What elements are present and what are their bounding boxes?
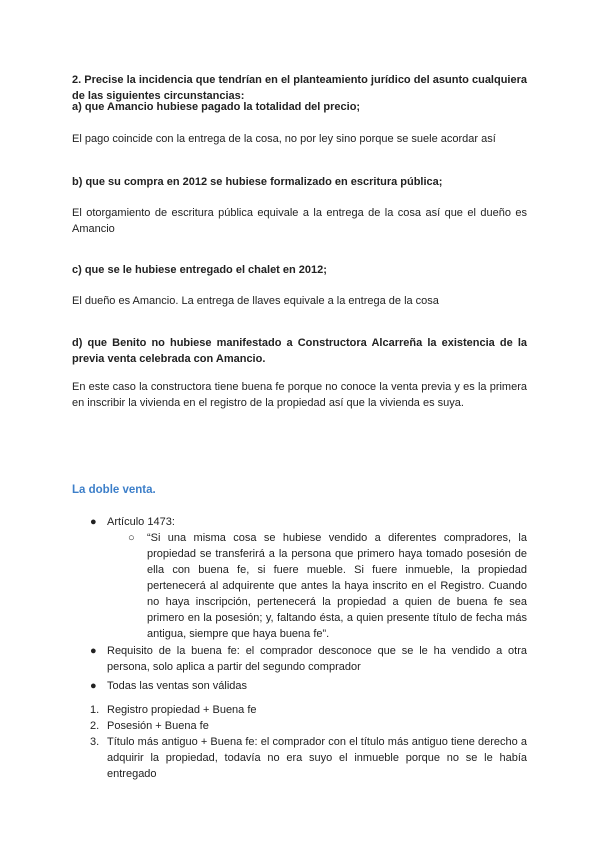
sub-bullet-icon: ○	[128, 532, 135, 544]
item-text: Posesión + Buena fe	[107, 720, 209, 732]
section-title-doble-venta: La doble venta.	[72, 484, 156, 496]
item-number: 1.	[90, 704, 100, 716]
bullet-list	[90, 514, 527, 642]
bullet-list-2	[90, 643, 527, 694]
subquestion-a-answer: El pago coincide con la entrega de la cosa, no por ley sino porque se suele acordar así	[72, 133, 496, 145]
numbered-list	[90, 702, 527, 782]
item-number: 2.	[90, 720, 100, 732]
subquestion-c-answer: El dueño es Amancio. La entrega de llaves equivale a la entrega de la cosa	[72, 295, 439, 307]
subquestion-c-heading: c) que se le hubiese entregado el chalet en 2012;	[72, 264, 327, 276]
sub-bullet-article-quote	[128, 530, 527, 642]
bullet-item-buena-fe	[90, 643, 527, 675]
item-number: 3.	[90, 736, 100, 748]
subquestion-b-heading: b) que su compra en 2012 se hubiese formalizado en escritura pública;	[72, 176, 443, 188]
question-2-heading: 2. Precise la incidencia que tendrían en el planteamiento jurídico del asunto cualquiera de las siguientes circunstancias:	[72, 74, 527, 102]
bullet-icon: ●	[90, 645, 97, 657]
bullet-text: Requisito de la buena fe: el comprador desconoce que se le ha vendido a otra persona, solo aplica a partir del segundo comprador	[107, 645, 527, 673]
bullet-icon: ●	[90, 516, 97, 528]
subquestion-a-heading: a) que Amancio hubiese pagado la totalidad del precio;	[72, 101, 361, 113]
item-text: Título más antiguo + Buena fe: el comprador con el título más antiguo tiene derecho a adquirir la propiedad, todavía no era suyo el inmueble porque no se le había entregado	[107, 736, 527, 780]
bullet-text: Artículo 1473:	[107, 516, 175, 528]
bullet-item-ventas-validas	[90, 678, 527, 694]
numbered-item	[90, 702, 527, 718]
subquestion-b-answer: El otorgamiento de escritura pública equivale a la entrega de la cosa así que el dueño es Amancio	[72, 207, 527, 235]
article-quote-text: “Si una misma cosa se hubiese vendido a diferentes compradores, la propiedad se transferirá a la persona que primero haya tomado posesión de ella con buena fe, si fuere mueble. Si fuere inmueble, la propiedad pertenecerá al adquirente que antes la haya inscrito en el Registro. Cuando no haya inscripción, pertenecerá la propiedad a quien de buena fe sea primero en la posesión; y, faltando ésta, a quien presente título de fecha más antigua, siempre que haya buena fe”.	[147, 532, 527, 640]
numbered-item	[90, 718, 527, 734]
bullet-text: Todas las ventas son válidas	[107, 680, 248, 692]
numbered-item	[90, 734, 527, 782]
bullet-item-articulo	[90, 514, 527, 530]
bullet-icon: ●	[90, 680, 97, 692]
subquestion-d-answer: En este caso la constructora tiene buena fe porque no conoce la venta previa y es la primera en inscribir la vivienda en el registro de la propiedad así que la vivienda es suya.	[72, 381, 527, 409]
item-text: Registro propiedad + Buena fe	[107, 704, 257, 716]
subquestion-d-heading: d) que Benito no hubiese manifestado a Constructora Alcarreña la existencia de la previa venta celebrada con Amancio.	[72, 337, 527, 365]
